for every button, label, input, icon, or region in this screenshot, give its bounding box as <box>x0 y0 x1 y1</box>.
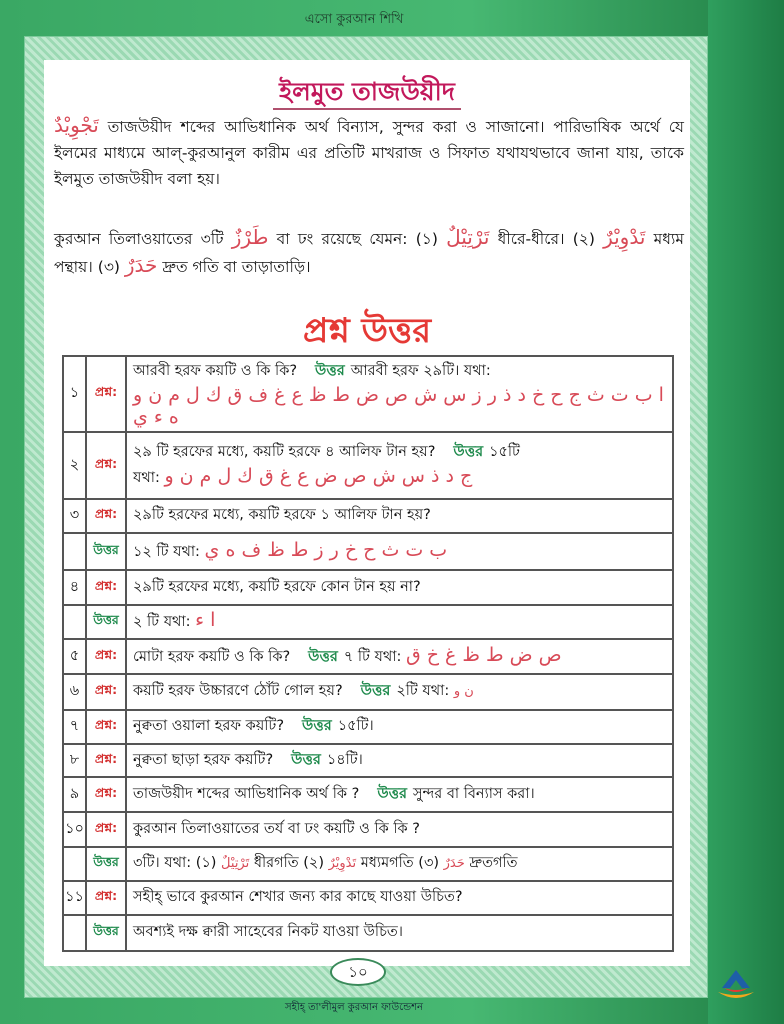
answer-label: উত্তর <box>291 751 321 768</box>
row-content <box>126 533 673 570</box>
question-label: প্রশ্ন: <box>86 777 126 812</box>
qa-row <box>63 847 673 881</box>
text: ১৫টি <box>489 443 520 460</box>
text: মধ্যমগতি (৩) <box>356 855 444 871</box>
row-number: ৫ <box>63 639 86 674</box>
answer-label: উত্তর <box>453 443 484 460</box>
question-label: প্রশ্ন: <box>86 570 126 605</box>
question-label: প্রশ্ন: <box>86 499 126 533</box>
row-number <box>63 915 86 951</box>
row-number: ২ <box>63 432 86 499</box>
row-content <box>126 639 673 674</box>
text: কুরআন তিলাওয়াতের তর্য বা ঢং কয়টি ও কি কি ? <box>133 820 420 837</box>
text: আরবী হরফ ২৯টি। যথা: <box>350 363 491 379</box>
row-content <box>126 744 673 777</box>
text: সুন্দর বা বিন্যাস করা। <box>413 785 535 802</box>
row-content <box>126 432 673 499</box>
text: ১২ টি যথা: <box>133 543 205 560</box>
page-content <box>44 60 690 966</box>
arabic-letters: ا ء <box>195 609 216 631</box>
answer-label: উত্তর <box>360 683 391 699</box>
row-number: ৮ <box>63 744 86 777</box>
row-number <box>63 533 86 570</box>
text: ধীরগতি (২) <box>249 855 329 871</box>
question-label: প্রশ্ন: <box>86 674 126 710</box>
text: যথা: <box>133 469 165 486</box>
row-number: ৬ <box>63 674 86 710</box>
arabic-letters: ن و <box>453 684 474 699</box>
recitation-styles-paragraph: কুরআন তিলাওয়াতের ৩টি طَرْزٌ বা ঢং রয়েছে যেমন: (১) تَرْتِيْلٌ ধীরে-ধীরে। (২) تَدْوِيْرٌ মধ্যম পন্থায়। (৩) حَدَرٌ দ্রুত গতি বা তাড়াতাড়ি। <box>54 225 684 277</box>
book-spine <box>708 0 784 1024</box>
qa-row <box>63 570 673 605</box>
text: সহীহ্ ভাবে কুরআন শেখার জন্য কার কাছে যাওয়া উচিত? <box>133 889 463 905</box>
answer-label: উত্তর <box>315 363 345 379</box>
question-label: প্রশ্ন: <box>86 432 126 499</box>
arabic-letters: ج د ذ س ش ص ض ع غ ق ك ل م ن و <box>164 464 473 487</box>
text: ২৯ টি হরফের মধ্যে, কয়টি হরফে ৪ আলিফ টান হয়? <box>133 443 436 460</box>
qa-row <box>63 915 673 951</box>
text: ২টি যথা: <box>396 683 454 699</box>
arabic-letters: ا ب ت ث ج ح خ د ذ ر ز س ش ص ض ط ظ ع غ ف ق ك ل م ن و ه ء ي <box>133 384 664 428</box>
row-content <box>126 499 673 533</box>
question-label: প্রশ্ন: <box>86 744 126 777</box>
answer-label: উত্তর <box>308 648 338 665</box>
row-number: ৯ <box>63 777 86 812</box>
intro-paragraph: تَجْوِيْدٌ তাজউয়ীদ শব্দের আভিধানিক অর্থ বিন্যাস, সুন্দর করা ও সাজানো। পারিভাষিক অর্থে যে ইলমের মাধ্যমে আল্-কুরআনুল কারীম এর প্রতিটি মাখরাজ ও সিফাত যথাযথভাবে জানা যায়, তাকে ইলমুত তাজউয়ীদ বলা হয়। <box>54 113 684 188</box>
text: ১৫টি। <box>337 718 374 734</box>
publisher-footer: সহীহ্ তা'লীমুল কুরআন ফাউন্ডেশন <box>285 1002 423 1013</box>
answer-label: উত্তর <box>86 533 126 570</box>
qa-row <box>63 777 673 812</box>
book-header: এসো কুরআন শিখি <box>304 12 404 27</box>
text: ৩টি। যথা: (১) <box>133 855 222 871</box>
answer-label: উত্তর <box>86 847 126 881</box>
answer-label: উত্তর <box>86 915 126 951</box>
qa-row <box>63 533 673 570</box>
text: তাজউয়ীদ শব্দের আভিধানিক অর্থ কি ? <box>133 785 360 802</box>
publisher-logo-icon <box>716 968 756 1004</box>
qa-row <box>63 605 673 639</box>
row-content <box>126 777 673 812</box>
answer-label: উত্তর <box>86 605 126 639</box>
row-number: ১০ <box>63 812 86 847</box>
qa-row <box>63 639 673 674</box>
text: ২৯টি হরফের মধ্যে, কয়টি হরফে ১ আলিফ টান হয়? <box>133 507 431 523</box>
row-number <box>63 605 86 639</box>
question-label: প্রশ্ন: <box>86 639 126 674</box>
question-label: প্রশ্ন: <box>86 812 126 847</box>
qa-row <box>63 432 673 499</box>
text: কয়টি হরফ উচ্চারণে ঠোঁট গোল হয়? <box>133 683 343 699</box>
arabic-letters: ب ت ث ح خ ر ز ط ظ ف ه ي <box>204 538 448 561</box>
arabic-word: تَجْوِيْدٌ <box>54 113 99 137</box>
row-content <box>126 356 673 432</box>
row-content <box>126 812 673 847</box>
row-number: ৪ <box>63 570 86 605</box>
text: নুক্বতা ওয়ালা হরফ কয়টি? <box>133 718 285 734</box>
row-content <box>126 674 673 710</box>
answer-label: উত্তর <box>302 718 332 734</box>
page-number: ১০ <box>330 958 386 986</box>
row-content <box>126 915 673 951</box>
row-number: ৭ <box>63 710 86 744</box>
qa-row <box>63 744 673 777</box>
row-content <box>126 847 673 881</box>
answer-label: উত্তর <box>377 785 408 802</box>
question-label: প্রশ্ন: <box>86 710 126 744</box>
qa-row <box>63 881 673 915</box>
text: নুক্বতা ছাড়া হরফ কয়টি? <box>133 751 274 768</box>
qa-heading: প্রশ্ন উত্তর <box>302 311 432 351</box>
row-content <box>126 881 673 915</box>
qa-row <box>63 710 673 744</box>
text: মোটা হরফ কয়টি ও কি কি? <box>133 648 291 665</box>
text: আরবী হরফ কয়টি ও কি কি? <box>133 363 298 379</box>
qa-row <box>63 356 673 432</box>
question-label: প্রশ্ন: <box>86 356 126 432</box>
qa-row <box>63 499 673 533</box>
row-number: ১ <box>63 356 86 432</box>
section-title: ইলমুত তাজউয়ীদ <box>44 72 690 115</box>
question-label: প্রশ্ন: <box>86 881 126 915</box>
text: অবশ্যই দক্ষ ক্বারী সাহেবের নিকট যাওয়া উচিত। <box>133 924 403 940</box>
row-content <box>126 710 673 744</box>
text: ১৪টি। <box>326 751 363 768</box>
row-number: ৩ <box>63 499 86 533</box>
arabic-letters: ص ض ط ظ غ خ ق <box>405 643 562 666</box>
row-number <box>63 847 86 881</box>
text: ২ টি যথা: <box>133 614 196 630</box>
arabic-letters: حَدَرٌ <box>443 856 465 871</box>
arabic-letters: تَرْتِيْلٌ <box>221 856 250 871</box>
row-number: ১১ <box>63 881 86 915</box>
text: ২৯টি হরফের মধ্যে, কয়টি হরফে কোন টান হয় না? <box>133 578 421 595</box>
text: দ্রুতগতি <box>464 855 518 871</box>
qa-table <box>62 355 674 952</box>
text: ৭ টি যথা: <box>343 648 406 665</box>
arabic-letters: تَدْوِيْرٌ <box>328 856 357 871</box>
row-content <box>126 605 673 639</box>
qa-row <box>63 674 673 710</box>
qa-row <box>63 812 673 847</box>
row-content <box>126 570 673 605</box>
